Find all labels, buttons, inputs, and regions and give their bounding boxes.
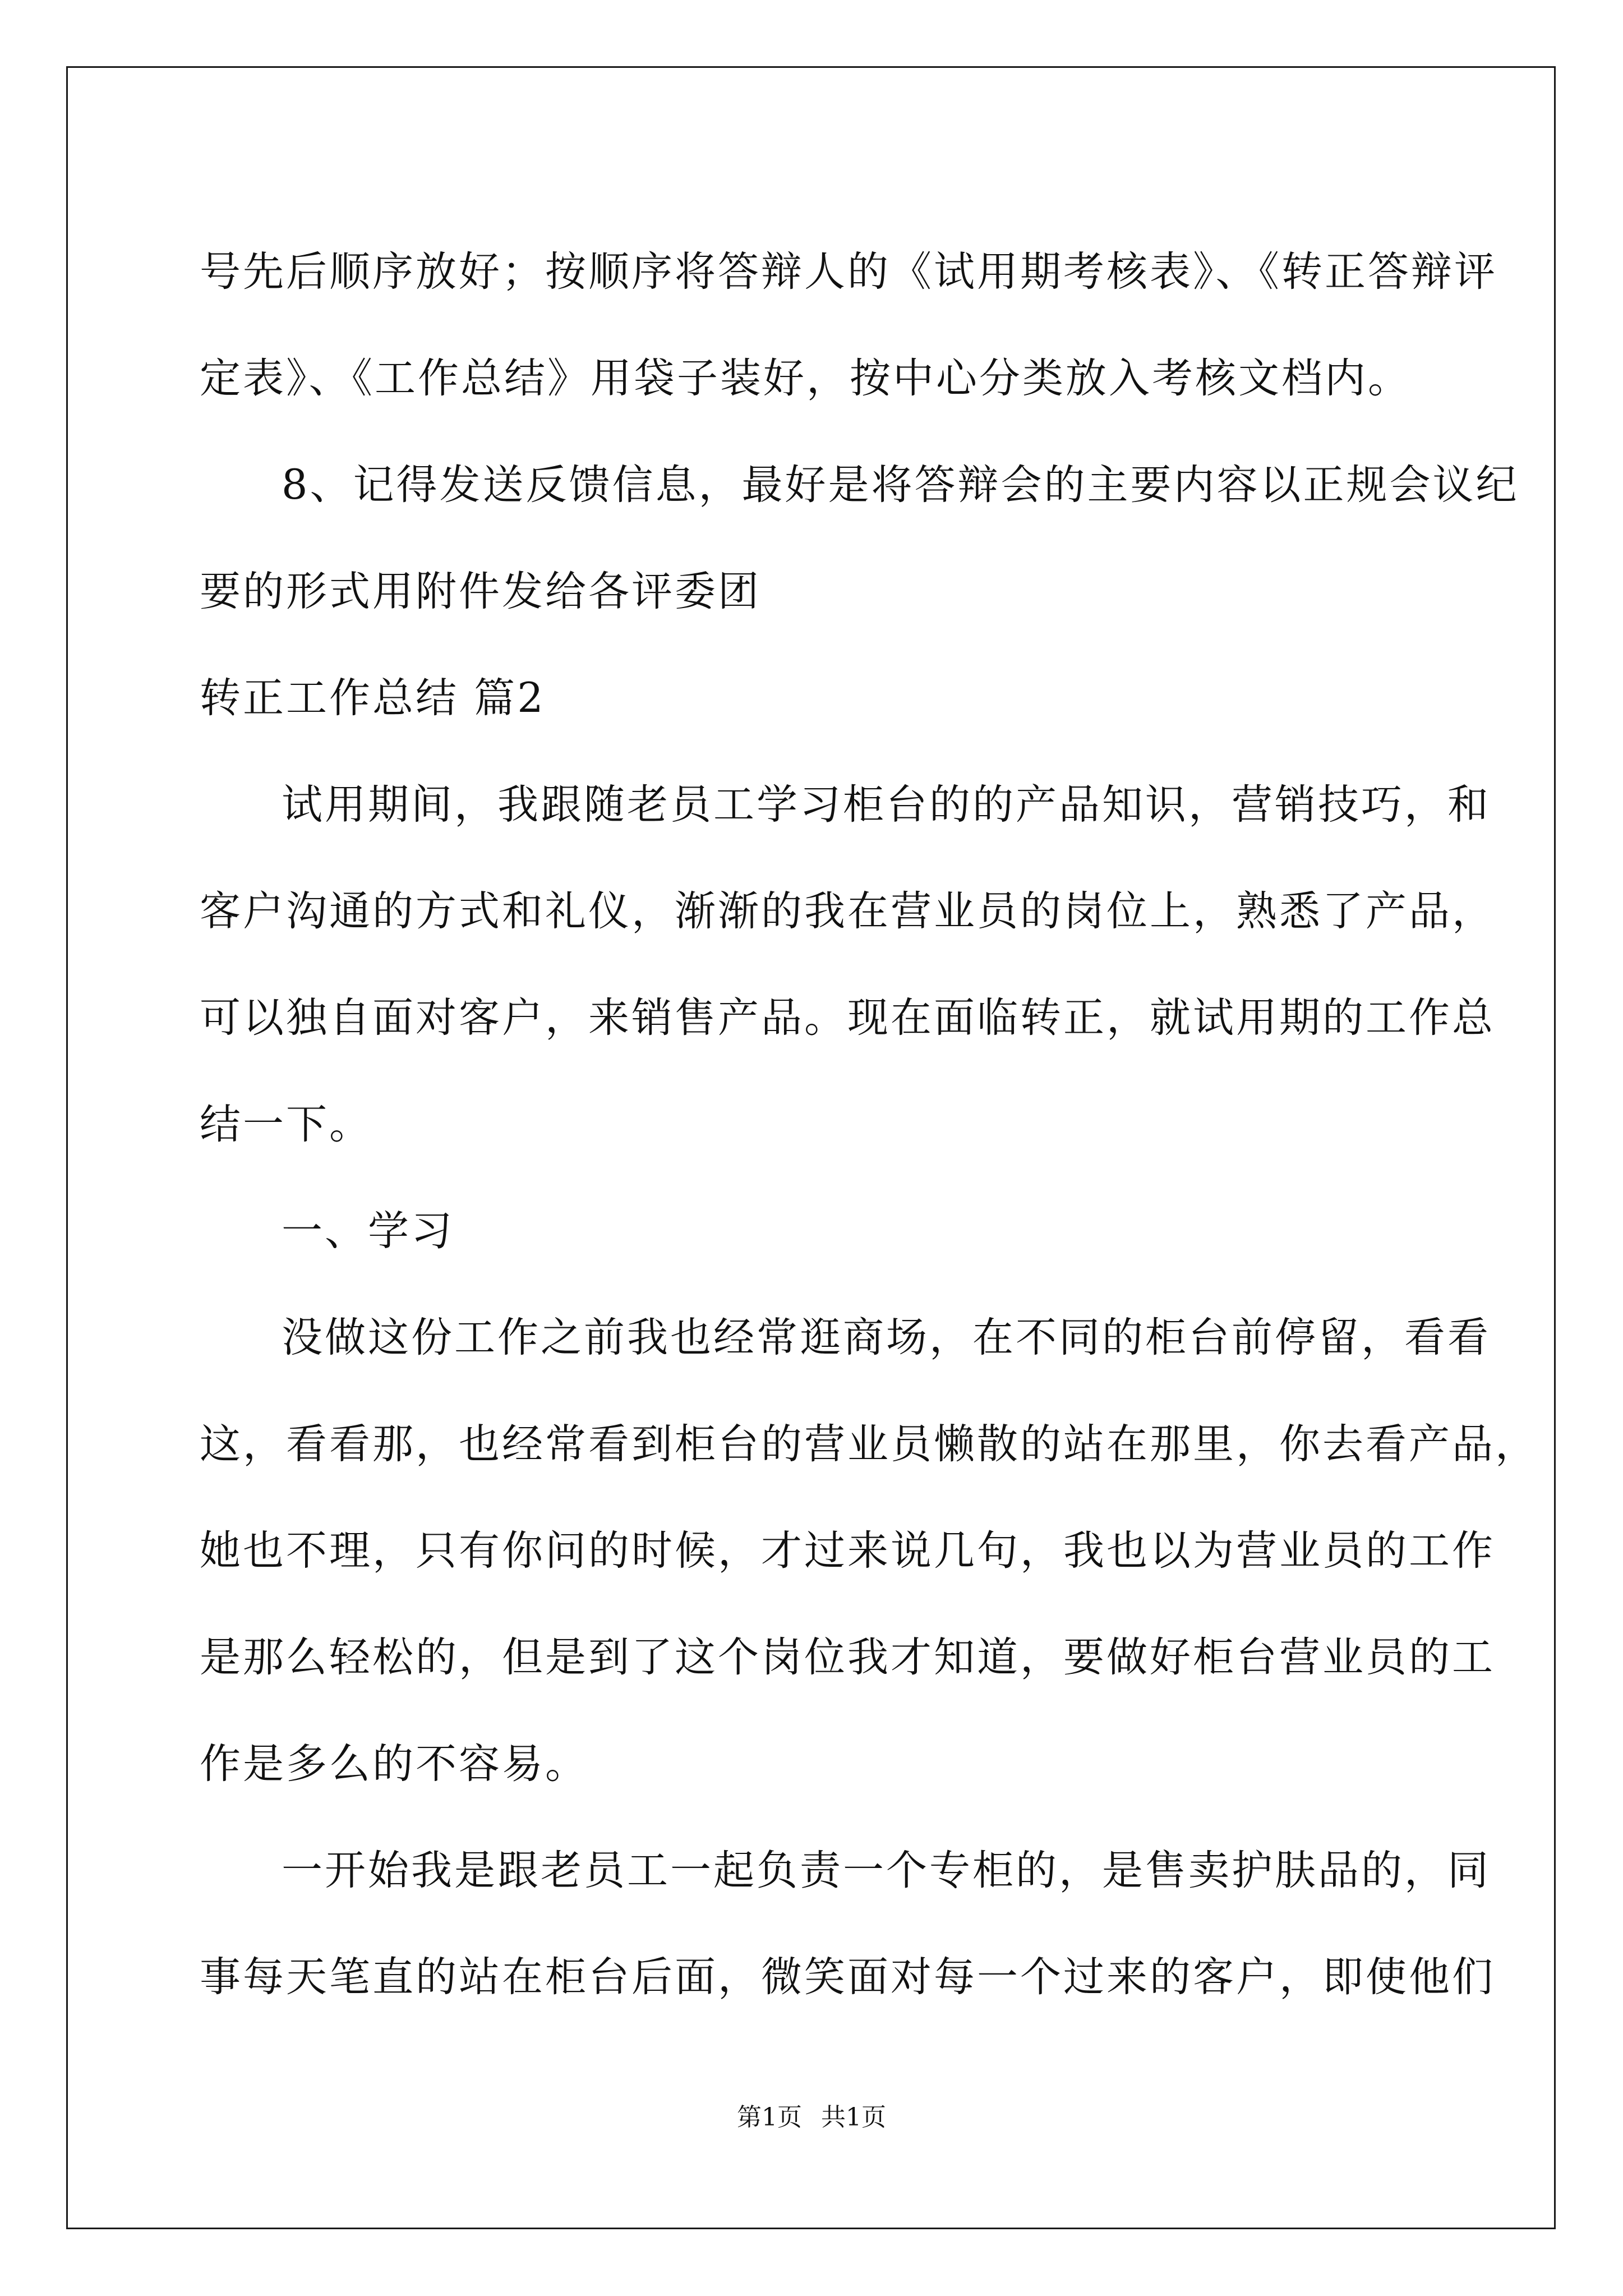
text-line: 结一下。 — [200, 1101, 372, 1148]
page-footer — [0, 2101, 1623, 2134]
text-line: 没做这份工作之前我也经常逛商场，在不同的柜台前停留，看看 — [282, 1314, 1491, 1361]
document-body — [200, 219, 1538, 2031]
subsection-heading: 一、学习 — [282, 1207, 454, 1255]
text-line: 定表》、《工作总结》用袋子装好，按中心分类放入考核文档内。 — [200, 355, 1411, 402]
section-heading: 转正工作总结 篇2 — [200, 674, 546, 722]
text-line: 客户沟通的方式和礼仪，渐渐的我在营业员的岗位上，熟悉了产品， — [200, 887, 1495, 935]
text-line: 可以独自面对客户，来销售产品。现在面临转正，就试用期的工作总 — [200, 994, 1495, 1042]
text-line: 这，看看那，也经常看到柜台的营业员懒散的站在那里，你去看产品， — [200, 1420, 1538, 1468]
text-line: 事每天笔直的站在柜台后面，微笑面对每一个过来的客户，即使他们 — [200, 1953, 1495, 2001]
text-line: 号先后顺序放好；按顺序将答辩人的《试用期考核表》、《转正答辩评 — [200, 248, 1497, 296]
page-number: 第1页 — [737, 2103, 802, 2132]
text-line: 要的形式用附件发给各评委团 — [200, 568, 761, 615]
text-line: 试用期间，我跟随老员工学习柜台的的产品知识，营销技巧，和 — [282, 781, 1491, 829]
page-total: 共1页 — [821, 2103, 886, 2132]
text-line: 作是多么的不容易。 — [200, 1740, 588, 1788]
text-line: 8、记得发送反馈信息，最好是将答辩会的主要内容以正规会议纪 — [282, 461, 1519, 509]
text-line: 一开始我是跟老员工一起负责一个专柜的，是售卖护肤品的，同 — [282, 1847, 1491, 1894]
text-line: 她也不理，只有你问的时候，才过来说几句，我也以为营业员的工作 — [200, 1527, 1495, 1575]
text-line: 是那么轻松的，但是到了这个岗位我才知道，要做好柜台营业员的工 — [200, 1634, 1495, 1681]
